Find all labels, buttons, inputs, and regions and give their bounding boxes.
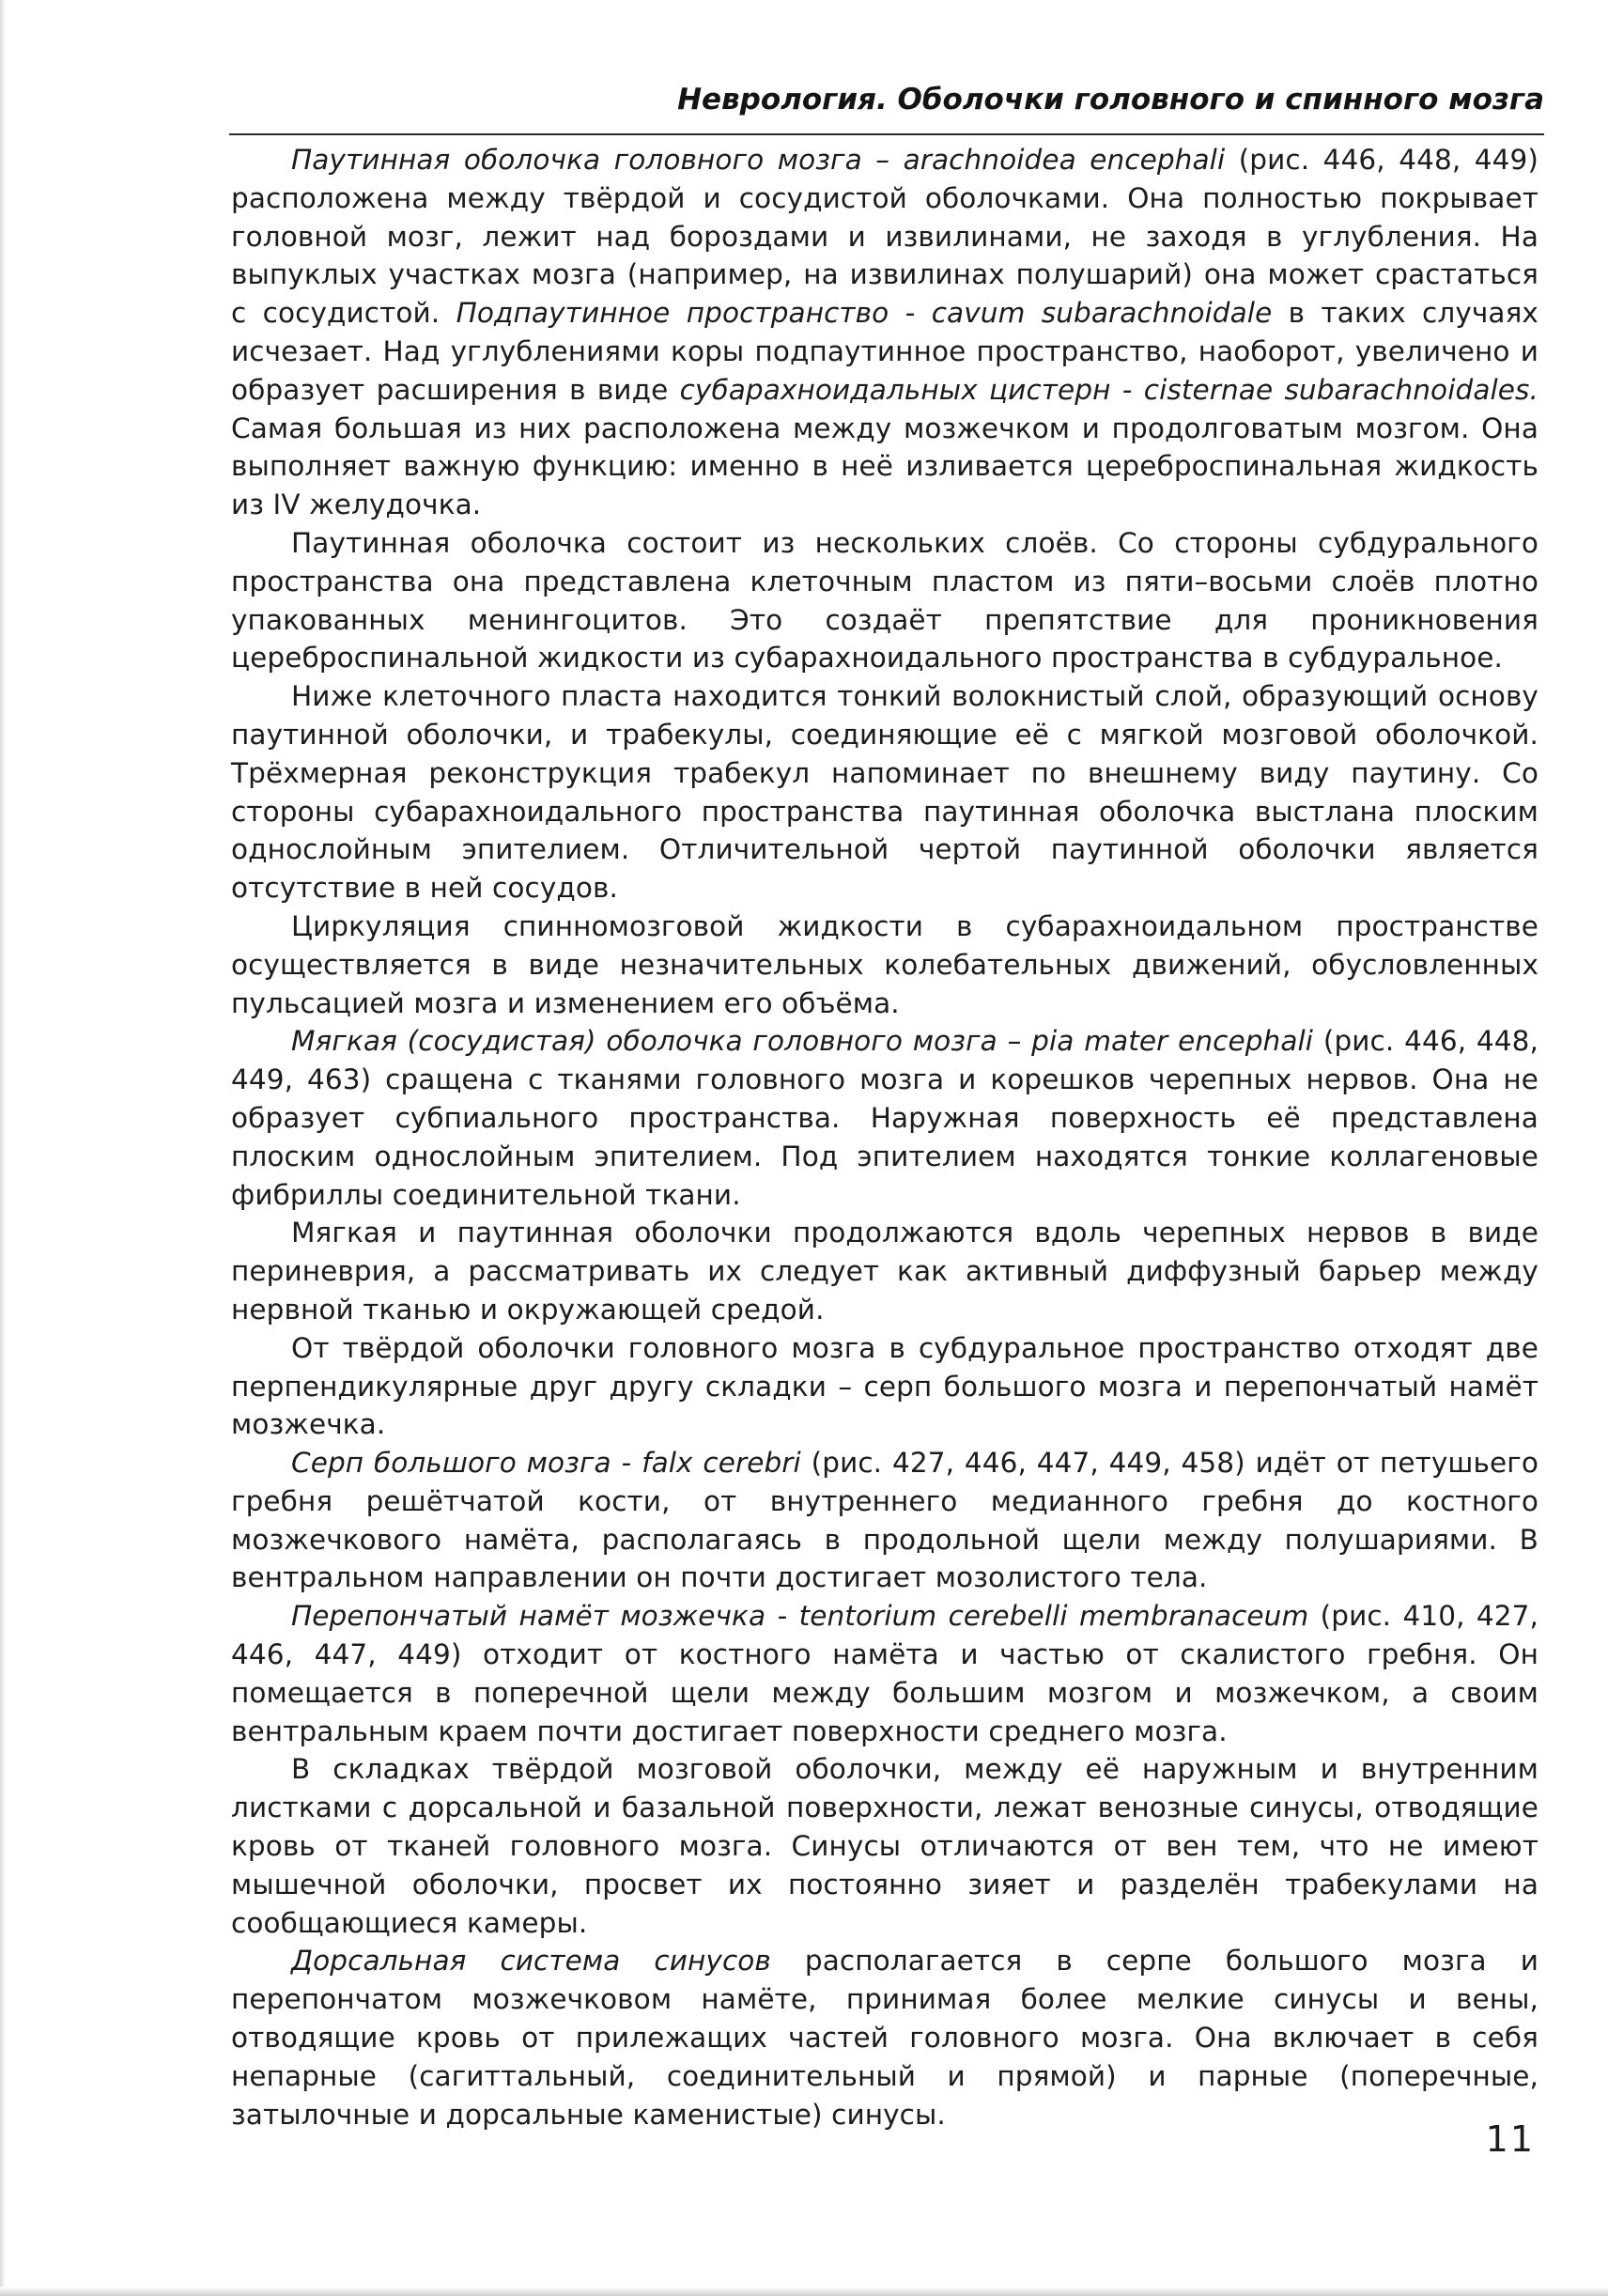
- running-header-title: Неврология. Оболочки головного и спинного мозга: [677, 83, 1544, 116]
- paragraph-text: (рис. 446, 448, 449) расположена между твёрдой и сосудистой оболочками. Она полностью покрывает головной мозг, лежит над бороздами и извилинами, не заходя в углубления. На выпуклых участках мозга (например, на извилинах полушарий) она может срастаться с сосудистой.: [231, 144, 1538, 330]
- paragraph-dura-folds: [231, 1329, 1538, 1444]
- paragraph-text: (рис. 410, 427, 446, 447, 449) отходит от костного намёта и частью от скалистого гребня. Он помещается в поперечной щели между большим мозгом и мозжечком, а своим вентральным краем почти достигает поверхности среднего мозга.: [231, 1600, 1538, 1747]
- term-arachnoid: Паутинная оболочка головного мозга – arachnoidea encephali: [291, 144, 1226, 176]
- paragraph-pia-mater: [231, 1022, 1538, 1214]
- paragraph-falx-cerebri: [231, 1444, 1538, 1597]
- running-header: [229, 73, 1544, 130]
- paragraph-tentorium: [231, 1597, 1538, 1750]
- term-pia-mater: Мягкая (сосудистая) оболочка головного мозга – pia mater encephali: [291, 1025, 1314, 1058]
- paragraph-dorsal-sinus-system: [231, 1942, 1538, 2133]
- page-number: 11: [1485, 2118, 1535, 2160]
- paragraph-trabeculae: [231, 677, 1538, 908]
- paragraph-text: в таких случаях исчезает. Над углублениями коры подпаутинное пространство, наоборот, увеличено и образует расширения в виде: [231, 297, 1538, 406]
- term-subarachnoid-space: Подпаутинное пространство - cavum subarachnoidale: [456, 297, 1273, 330]
- paragraph-text: располагается в серпе большого мозга и перепончатом мозжечковом намёте, принимая более мелкие синусы и вены, отводящие кровь от прилежащих частей головного мозга. Она включает в себя непарные (сагиттальный, соединительный и прямой) и парные (поперечные, затылочные и дорсальные каменистые) синусы.: [231, 1945, 1538, 2131]
- scan-edge-left: [0, 0, 6, 2296]
- paragraph-text: От твёрдой оболочки головного мозга в субдуральное пространство отходят две перпендикулярные друг другу складки – серп большого мозга и перепончатый намёт мозжечка.: [231, 1331, 1538, 1441]
- paragraph-text: Мягкая и паутинная оболочки продолжаются вдоль черепных нервов в виде периневрия, а рассматривать их следует как активный диффузный барьер между нервной тканью и окружающей средой.: [231, 1217, 1538, 1326]
- paragraph-perineurium: [231, 1214, 1538, 1328]
- term-dorsal-sinus-system: Дорсальная система синусов: [291, 1945, 771, 1978]
- paragraph-csf-circulation: [231, 908, 1538, 1022]
- paragraph-text: В складках твёрдой мозговой оболочки, между её наружным и внутренним листками с дорсальной и базальной поверхности, лежат венозные синусы, отводящие кровь от тканей головного мозга. Синусы отличаются от вен тем, что не имеют мышечной оболочки, просвет их постоянно зияет и разделён трабекулами на сообщающиеся камеры.: [231, 1753, 1538, 1939]
- term-falx-cerebri: Серп большого мозга - falx cerebri: [291, 1447, 801, 1480]
- term-tentorium: Перепончатый намёт мозжечка - tentorium cerebelli membranaceum: [291, 1600, 1309, 1633]
- paragraph-text: Циркуляция спинномозговой жидкости в субарахноидальном пространстве осуществляется в виде незначительных колебательных движений, обусловленных пульсацией мозга и изменением его объёма.: [231, 909, 1538, 1019]
- scan-edge-bottom: [0, 2287, 1608, 2296]
- paragraph-arachnoid-layers: [231, 524, 1538, 677]
- body-text: [231, 141, 1538, 2131]
- paragraph-text: Ниже клеточного пласта находится тонкий волокнистый слой, образующий основу паутинной оболочки, и трабекулы, соединяющие её с мягкой мозговой оболочкой. Трёхмерная реконструкция трабекул напоминает по внешнему виду паутину. Со стороны субарахноидального пространства паутинная оболочка выстлана плоским однослойным эпителием. Отличительной чертой паутинной оболочки является отсутствие в ней сосудов.: [231, 680, 1538, 905]
- paragraph-text: (рис. 427, 446, 447, 449, 458) идёт от петушьего гребня решётчатой кости, от внутреннего медианного гребня до костного мозжечкового намёта, располагаясь в продольной щели между полушариями. В вентральном направлении он почти достигает мозолистого тела.: [231, 1447, 1538, 1594]
- paragraph-venous-sinuses: [231, 1750, 1538, 1942]
- paragraph-text: Самая большая из них расположена между мозжечком и продолговатым мозгом. Она выполняет важную функцию: именно в неё изливается цереброспинальная жидкость из IV желудочка.: [231, 411, 1538, 521]
- term-cisterns: субарахноидальных цистерн - cisternae subarachnoidales.: [679, 373, 1538, 406]
- paragraph-text: (рис. 446, 448, 449, 463) сращена с тканями головного мозга и корешков черепных нервов. Она не образует субпиального пространства. Наружная поверхность её представлена плоским однослойным эпителием. Под эпителием находятся тонкие коллагеновые фибриллы соединительной ткани.: [231, 1025, 1538, 1211]
- paragraph-arachnoid: [231, 141, 1538, 524]
- paragraph-text: Паутинная оболочка состоит из нескольких слоёв. Со стороны субдурального пространства она представлена клеточным пластом из пяти–восьми слоёв плотно упакованных менингоцитов. Это создаёт препятствие для проникновения цереброспинальной жидкости из субарахноидального пространства в субдуральное.: [231, 526, 1538, 675]
- header-rule: [229, 133, 1544, 135]
